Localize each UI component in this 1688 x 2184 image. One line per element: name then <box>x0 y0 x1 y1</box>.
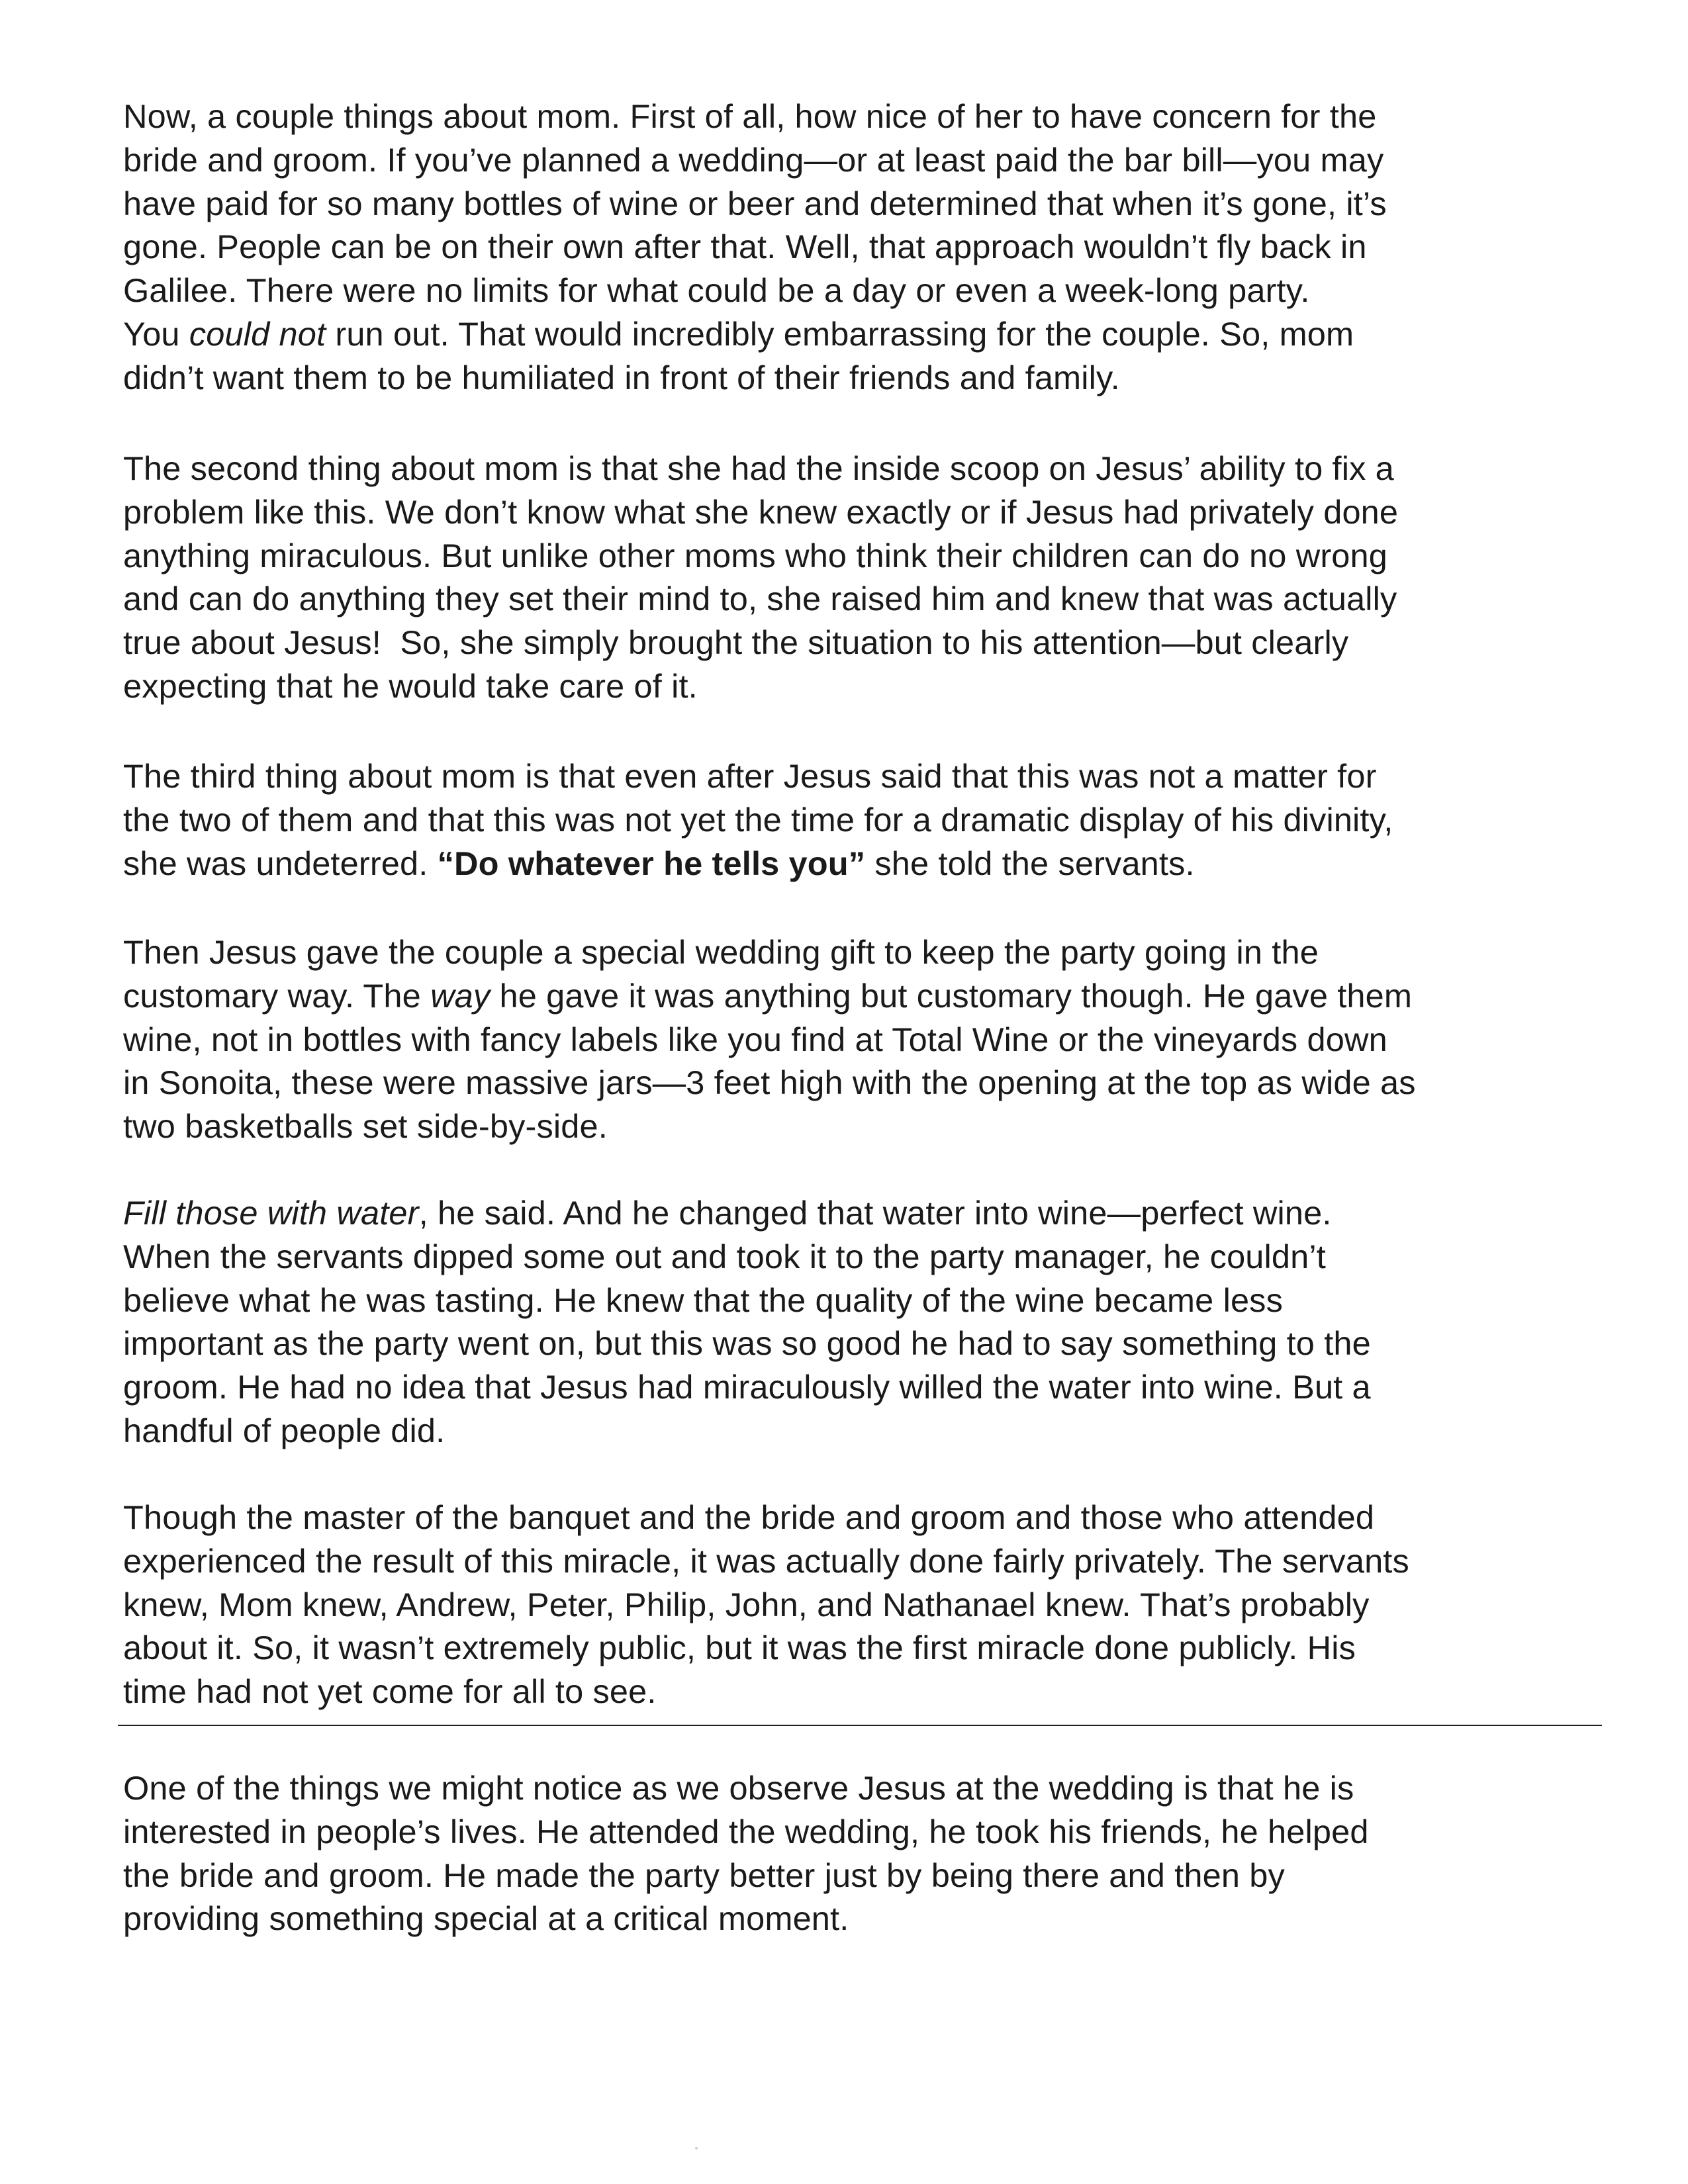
italic-emphasis: could not <box>189 314 326 353</box>
paragraph-line: Now, a couple things about mom. First of all, how nice of her to have concern for the <box>123 97 1377 135</box>
paragraph-line: and can do anything they set their mind to, she raised him and knew that was actually <box>123 580 1397 618</box>
text-run: she was undeterred. <box>123 844 438 882</box>
paragraph-line: true about Jesus! So, she simply brought the situation to his attention—but clearly <box>123 623 1349 662</box>
paragraph-6 <box>123 1496 1606 1713</box>
paragraph-line: important as the party went on, but this was so good he had to say something to the <box>123 1324 1371 1363</box>
paragraph-line: didn’t want them to be humiliated in front of their friends and family. <box>123 358 1120 396</box>
paragraph-line: experienced the result of this miracle, it was actually done fairly privately. The servants <box>123 1541 1409 1580</box>
paragraph-line: bride and groom. If you’ve planned a wedding—or at least paid the bar bill—you may <box>123 140 1384 179</box>
paragraph-line <box>123 842 1606 886</box>
text-run: he gave it was anything but customary though. He gave them <box>490 976 1413 1015</box>
paragraph-line: Though the master of the banquet and the bride and groom and those who attended <box>123 1498 1375 1536</box>
paragraph-5 <box>123 1191 1606 1453</box>
paragraph-line: two basketballs set side-by-side. <box>123 1107 608 1146</box>
paragraph-1 <box>123 95 1606 400</box>
paragraph-line: groom. He had no idea that Jesus had miraculously willed the water into wine. But a <box>123 1368 1371 1406</box>
text-run: , he said. And he changed that water into wine—perfect wine. <box>418 1194 1332 1232</box>
paragraph-line: handful of people did. <box>123 1411 445 1449</box>
text-run: customary way. The <box>123 976 431 1015</box>
paragraph-line: the two of them and that this was not yet the time for a dramatic display of his divinity, <box>123 800 1393 839</box>
paragraph-line <box>123 974 1606 1018</box>
paragraph-line: problem like this. We don’t know what she knew exactly or if Jesus had privately done <box>123 492 1399 531</box>
text-run: she told the servants. <box>865 844 1195 882</box>
paragraph-line: time had not yet come for all to see. <box>123 1672 657 1711</box>
paragraph-line: in Sonoita, these were massive jars—3 feet high with the opening at the top as wide as <box>123 1064 1416 1102</box>
scan-speck <box>695 2147 698 2150</box>
paragraph-line <box>123 312 1606 356</box>
paragraph-line: One of the things we might notice as we observe Jesus at the wedding is that he is <box>123 1769 1354 1807</box>
paragraph-7 <box>123 1766 1606 1940</box>
text-run: You <box>123 314 189 353</box>
paragraph-3 <box>123 754 1606 885</box>
paragraph-line: providing something special at a critical moment. <box>123 1899 849 1938</box>
paragraph-line: the bride and groom. He made the party better just by being there and then by <box>123 1856 1285 1894</box>
paragraph-line: gone. People can be on their own after that. Well, that approach wouldn’t fly back in <box>123 228 1367 266</box>
paragraph-line: Then Jesus gave the couple a special wedding gift to keep the party going in the <box>123 933 1319 971</box>
paragraph-line: When the servants dipped some out and took it to the party manager, he couldn’t <box>123 1237 1326 1275</box>
paragraph-4 <box>123 931 1606 1148</box>
italic-emphasis: way <box>430 976 491 1015</box>
paragraph-line: have paid for so many bottles of wine or beer and determined that when it’s gone, it’s <box>123 184 1387 222</box>
paragraph-line: knew, Mom knew, Andrew, Peter, Philip, John, and Nathanael knew. That’s probably <box>123 1585 1370 1623</box>
paragraph-line: The second thing about mom is that she had the inside scoop on Jesus’ ability to fix a <box>123 449 1394 487</box>
paragraph-line: anything miraculous. But unlike other moms who think their children can do no wrong <box>123 536 1387 574</box>
paragraph-line: Galilee. There were no limits for what could be a day or even a week-long party. <box>123 271 1310 310</box>
horizontal-rule <box>118 1725 1602 1726</box>
text-run: run out. That would incredibly embarrassing for the couple. So, mom <box>326 314 1354 353</box>
paragraph-line: believe what he was tasting. He knew that the quality of the wine became less <box>123 1281 1283 1319</box>
paragraph-2 <box>123 447 1606 708</box>
italic-emphasis: Fill those with water <box>123 1194 419 1232</box>
paragraph-line: about it. So, it wasn’t extremely public, but it was the first miracle done publicly. His <box>123 1629 1356 1667</box>
paragraph-line: interested in people’s lives. He attended the wedding, he took his friends, he helped <box>123 1812 1369 1850</box>
paragraph-line: wine, not in bottles with fancy labels like you find at Total Wine or the vineyards down <box>123 1020 1387 1058</box>
paragraph-line <box>123 1191 1606 1235</box>
paragraph-line: expecting that he would take care of it. <box>123 666 698 705</box>
paragraph-line: The third thing about mom is that even after Jesus said that this was not a matter for <box>123 757 1377 795</box>
bold-quote: “Do whatever he tells you” <box>437 844 866 882</box>
